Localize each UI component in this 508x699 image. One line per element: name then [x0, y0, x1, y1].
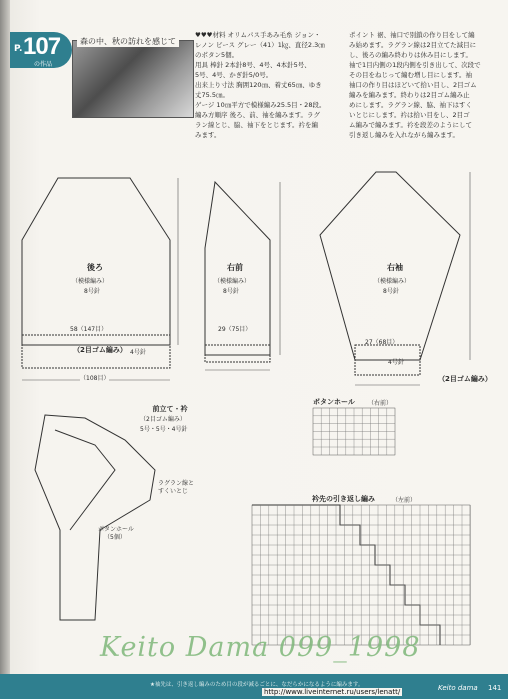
- front-width-label: 29（75目）: [218, 326, 252, 333]
- short-row-chart: [252, 505, 470, 645]
- point-line: 袖口の作り目はほどいて拾い目し、2目ゴム: [349, 81, 477, 89]
- spec-line: ゲージ 10㎝平方で模様編み25.5目・28段。: [195, 101, 326, 109]
- point-line: ポイント 裾、袖口で別鎖の作り目をして編: [349, 31, 475, 39]
- short-row-chart-note: （左前）: [392, 497, 417, 504]
- back-rib-label: （2目ゴム編み）: [73, 346, 127, 354]
- back-total-label: （108目）: [80, 375, 110, 382]
- short-row-chart-title: 衿先の引き返し編み: [312, 495, 375, 503]
- buttonhole-label: ボタンホール: [98, 526, 134, 533]
- spec-line: ♥♥♥材料 オリムパス手あみ毛糸 ジョン・: [195, 31, 321, 39]
- page-prefix: P.: [14, 44, 23, 54]
- front-piece-needle: 8号針: [223, 288, 239, 295]
- point-line: めにします。ラグラン線、脇、袖下はすく: [349, 101, 472, 109]
- page-number-sub: の作品: [34, 61, 53, 68]
- spec-line: みます。: [195, 131, 221, 139]
- point-line: 引き返し編みを入れながら編みます。: [349, 131, 459, 139]
- spec-line: のボタン5個。: [195, 51, 239, 59]
- raglan-note: ラグラン線と: [158, 480, 195, 487]
- point-line: み始めます。ラグラン線は2目立てた減目に: [349, 41, 477, 49]
- sleeve-width-label: 27（68目）: [365, 339, 399, 346]
- front-rib-outline: [205, 345, 270, 362]
- sleeve-piece-stitch: （模様編み）: [374, 278, 411, 285]
- buttonhole-chart: [313, 408, 395, 455]
- back-piece-stitch: （模様編み）: [72, 278, 109, 285]
- point-line: その目をねじって編む増し目にします。袖: [349, 71, 472, 79]
- spec-line: ラン線とじ、脇、袖下をとじます。衿を編: [195, 121, 318, 129]
- front-piece-name: 右前: [227, 263, 243, 272]
- back-width-label: 58（147目）: [70, 326, 108, 333]
- spec-line: 用具 棒針 2本針8号、4号、4本針5号、: [195, 61, 311, 69]
- collar-stitch: （2目ゴム編み）: [140, 416, 186, 423]
- point-line: いとじにします。衿は拾い目をし、2目ゴ: [349, 111, 470, 119]
- article-title: 森の中、秋の訪れを感じて: [77, 36, 179, 47]
- collar-title: 前立て・衿: [152, 405, 188, 413]
- raglan-note-2: すくいとじ: [158, 488, 189, 495]
- buttonhole-chart-note: （右前）: [368, 400, 393, 407]
- watermark-text: Keito Dama 099_1998: [100, 632, 421, 663]
- spec-line: レノン ピース グレー（41）1㎏、直径2.3㎝: [195, 41, 325, 49]
- collar-needles: 5号・5号・4号針: [140, 426, 188, 433]
- spec-line: 丈75.5㎝。: [195, 91, 229, 99]
- point-line: ム編みで編みます。衿を段差のようにして: [349, 121, 472, 129]
- sleeve-piece-name: 右袖: [387, 263, 403, 272]
- footnote: ★袖先は、引き返し編みのため目の段が減るごとに、なだらかになるように編みます。: [150, 682, 364, 688]
- collar-inner-line: [55, 430, 115, 530]
- point-line: し、後ろの編み終わりは休み目にします。: [349, 51, 472, 59]
- sleeve-piece-needle: 8号針: [383, 288, 399, 295]
- spec-line: 編み方順序 後ろ、前、袖を編みます。ラグ: [195, 111, 321, 119]
- point-line: 編みを編みます。終わりは2目ゴム編み止: [349, 91, 470, 99]
- page-number: 107: [23, 33, 61, 60]
- spec-line: 5号、4号、かぎ針5/0号。: [195, 71, 273, 79]
- back-rib-needle: 4号針: [130, 349, 146, 356]
- sleeve-rib-needle: 4号針: [388, 359, 404, 366]
- spec-line: 出来上り寸法 胸囲120㎝、着丈65㎝、ゆき: [195, 81, 322, 89]
- back-piece-name: 後ろ: [87, 263, 103, 272]
- source-url[interactable]: http://www.liveinternet.ru/users/lenatt/: [264, 688, 401, 696]
- back-piece-needle: 8号針: [84, 288, 100, 295]
- buttonhole-chart-title: ボタンホール: [313, 398, 355, 406]
- footer-page-number: 141: [488, 684, 502, 692]
- magazine-brand: Keito dama: [438, 684, 478, 692]
- buttonhole-count: （5個）: [104, 534, 126, 541]
- sleeve-rib-label: （2目ゴム編み）: [438, 375, 492, 383]
- point-line: 袖で1目内側の1段内側を引き出して、次段で: [349, 61, 481, 69]
- front-piece-stitch: （模様編み）: [214, 278, 251, 285]
